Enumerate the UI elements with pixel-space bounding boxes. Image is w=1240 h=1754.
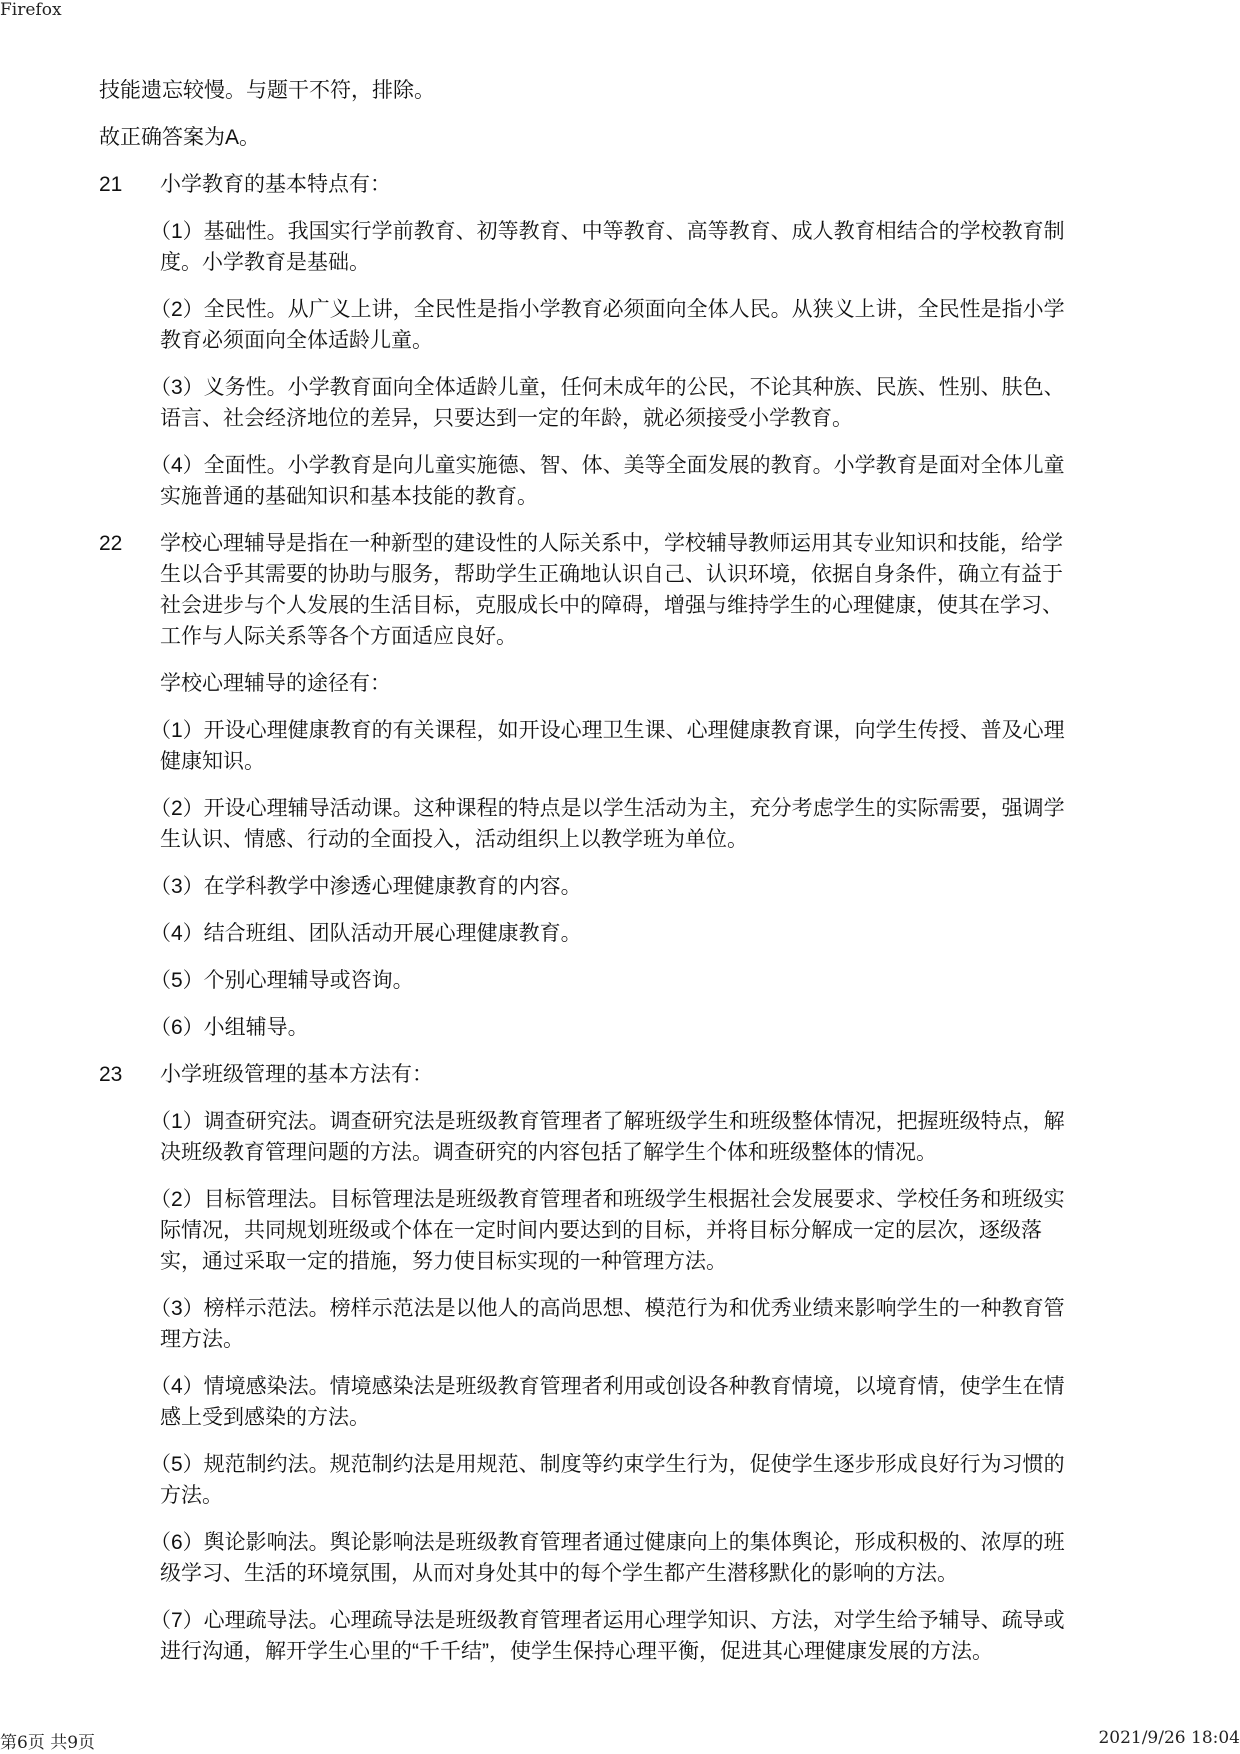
text-line: 语言、社会经济地位的差异，只要达到一定的年龄，就必须接受小学教育。 <box>160 407 853 430</box>
text-line: （5）规范制约法。规范制约法是用规范、制度等约束学生行为，促使学生逐步形成良好行为习惯的 <box>150 1453 1065 1476</box>
text-line: 小学班级管理的基本方法有： <box>160 1063 433 1086</box>
text-line: 理方法。 <box>160 1328 244 1351</box>
browser-header: Firefox <box>0 0 62 20</box>
paragraph <box>99 122 1129 153</box>
list-item <box>99 871 1129 902</box>
text-line: （3）在学科教学中渗透心理健康教育的内容。 <box>150 875 582 898</box>
text-line: 生以合乎其需要的协助与服务，帮助学生正确地认识自己、认识环境，依据自身条件，确立有益于 <box>160 563 1063 586</box>
text-line: 实施普通的基础知识和基本技能的教育。 <box>160 485 538 508</box>
text-line: 小学教育的基本特点有： <box>160 173 391 196</box>
list-item <box>99 450 1129 512</box>
question-number: 21 <box>99 173 123 196</box>
text-line: （3）义务性。小学教育面向全体适龄儿童，任何未成年的公民，不论其种族、民族、性别、肤色、 <box>150 376 1065 399</box>
text-line: 社会进步与个人发展的生活目标，克服成长中的障碍，增强与维持学生的心理健康，使其在学习、 <box>160 594 1063 617</box>
text-line: 际情况，共同规划班级或个体在一定时间内要达到的目标，并将目标分解成一定的层次，逐级落 <box>160 1219 1042 1242</box>
text-line: 学校心理辅导是指在一种新型的建设性的人际关系中，学校辅导教师运用其专业知识和技能，给学 <box>160 532 1063 555</box>
list-item <box>99 715 1129 777</box>
text-line: （6）小组辅导。 <box>150 1016 309 1039</box>
text-line: 生认识、情感、行动的全面投入，活动组织上以教学班为单位。 <box>160 828 748 851</box>
text-line: （2）开设心理辅导活动课。这种课程的特点是以学生活动为主，充分考虑学生的实际需要，强调学 <box>150 797 1065 820</box>
text-line: （2）目标管理法。目标管理法是班级教育管理者和班级学生根据社会发展要求、学校任务和班级实 <box>150 1188 1065 1211</box>
list-item <box>99 1449 1129 1511</box>
text-line: （1）调查研究法。调查研究法是班级教育管理者了解班级学生和班级整体情况，把握班级特点，解 <box>150 1110 1065 1133</box>
question-number: 23 <box>99 1063 123 1086</box>
text-line: 学校心理辅导的途径有： <box>160 672 391 695</box>
text-line: （4）全面性。小学教育是向儿童实施德、智、体、美等全面发展的教育。小学教育是面对全体儿童 <box>150 454 1065 477</box>
text-line: （4）情境感染法。情境感染法是班级教育管理者利用或创设各种教育情境，以境育情，使学生在情 <box>150 1375 1065 1398</box>
question-title <box>99 1059 1129 1090</box>
text-line: （7）心理疏导法。心理疏导法是班级教育管理者运用心理学知识、方法，对学生给予辅导、疏导或 <box>150 1609 1065 1632</box>
print-datetime: 2021/9/26 18:04 <box>1098 1728 1240 1748</box>
text-line: （1）开设心理健康教育的有关课程，如开设心理卫生课、心理健康教育课，向学生传授、普及心理 <box>150 719 1065 742</box>
list-item <box>99 1184 1129 1277</box>
question-22 <box>99 528 1129 1043</box>
list-item <box>99 372 1129 434</box>
list-item <box>99 965 1129 996</box>
text-line: 技能遗忘较慢。与题干不符，排除。 <box>99 79 435 102</box>
text-line: （5）个别心理辅导或咨询。 <box>150 969 414 992</box>
text-line: 故正确答案为A。 <box>99 126 261 149</box>
text-line: （6）舆论影响法。舆论影响法是班级教育管理者通过健康向上的集体舆论，形成积极的、浓厚的班 <box>150 1531 1065 1554</box>
question-23 <box>99 1059 1129 1667</box>
question-title <box>99 169 1129 200</box>
document-body <box>99 75 1129 1683</box>
question-subtitle <box>99 668 1129 699</box>
text-line: （4）结合班组、团队活动开展心理健康教育。 <box>150 922 582 945</box>
list-item <box>99 294 1129 356</box>
list-item <box>99 1605 1129 1667</box>
text-line: 感上受到感染的方法。 <box>160 1406 370 1429</box>
list-item <box>99 1012 1129 1043</box>
list-item <box>99 216 1129 278</box>
text-line: （3）榜样示范法。榜样示范法是以他人的高尚思想、模范行为和优秀业绩来影响学生的一种教育管 <box>150 1297 1065 1320</box>
text-line: 教育必须面向全体适龄儿童。 <box>160 329 433 352</box>
list-item <box>99 793 1129 855</box>
text-line: （1）基础性。我国实行学前教育、初等教育、中等教育、高等教育、成人教育相结合的学校教育制 <box>150 220 1065 243</box>
list-item <box>99 1106 1129 1168</box>
text-line: 决班级教育管理问题的方法。调查研究的内容包括了解学生个体和班级整体的情况。 <box>160 1141 937 1164</box>
text-line: 级学习、生活的环境氛围，从而对身处其中的每个学生都产生潜移默化的影响的方法。 <box>160 1562 958 1585</box>
text-line: 度。小学教育是基础。 <box>160 251 370 274</box>
page-number: 第6页 共9页 <box>0 1733 96 1753</box>
list-item <box>99 1527 1129 1589</box>
question-title <box>99 528 1129 652</box>
list-item <box>99 918 1129 949</box>
paragraph <box>99 75 1129 106</box>
list-item <box>99 1371 1129 1433</box>
question-21 <box>99 169 1129 512</box>
question-number: 22 <box>99 532 123 555</box>
list-item <box>99 1293 1129 1355</box>
text-line: 实，通过采取一定的措施，努力使目标实现的一种管理方法。 <box>160 1250 727 1273</box>
text-line: 健康知识。 <box>160 750 265 773</box>
text-line: 进行沟通，解开学生心里的“千千结”，使学生保持心理平衡，促进其心理健康发展的方法。 <box>160 1640 993 1663</box>
text-line: 工作与人际关系等各个方面适应良好。 <box>160 625 517 648</box>
text-line: 方法。 <box>160 1484 223 1507</box>
text-line: （2）全民性。从广义上讲，全民性是指小学教育必须面向全体人民。从狭义上讲，全民性是指小学 <box>150 298 1065 321</box>
